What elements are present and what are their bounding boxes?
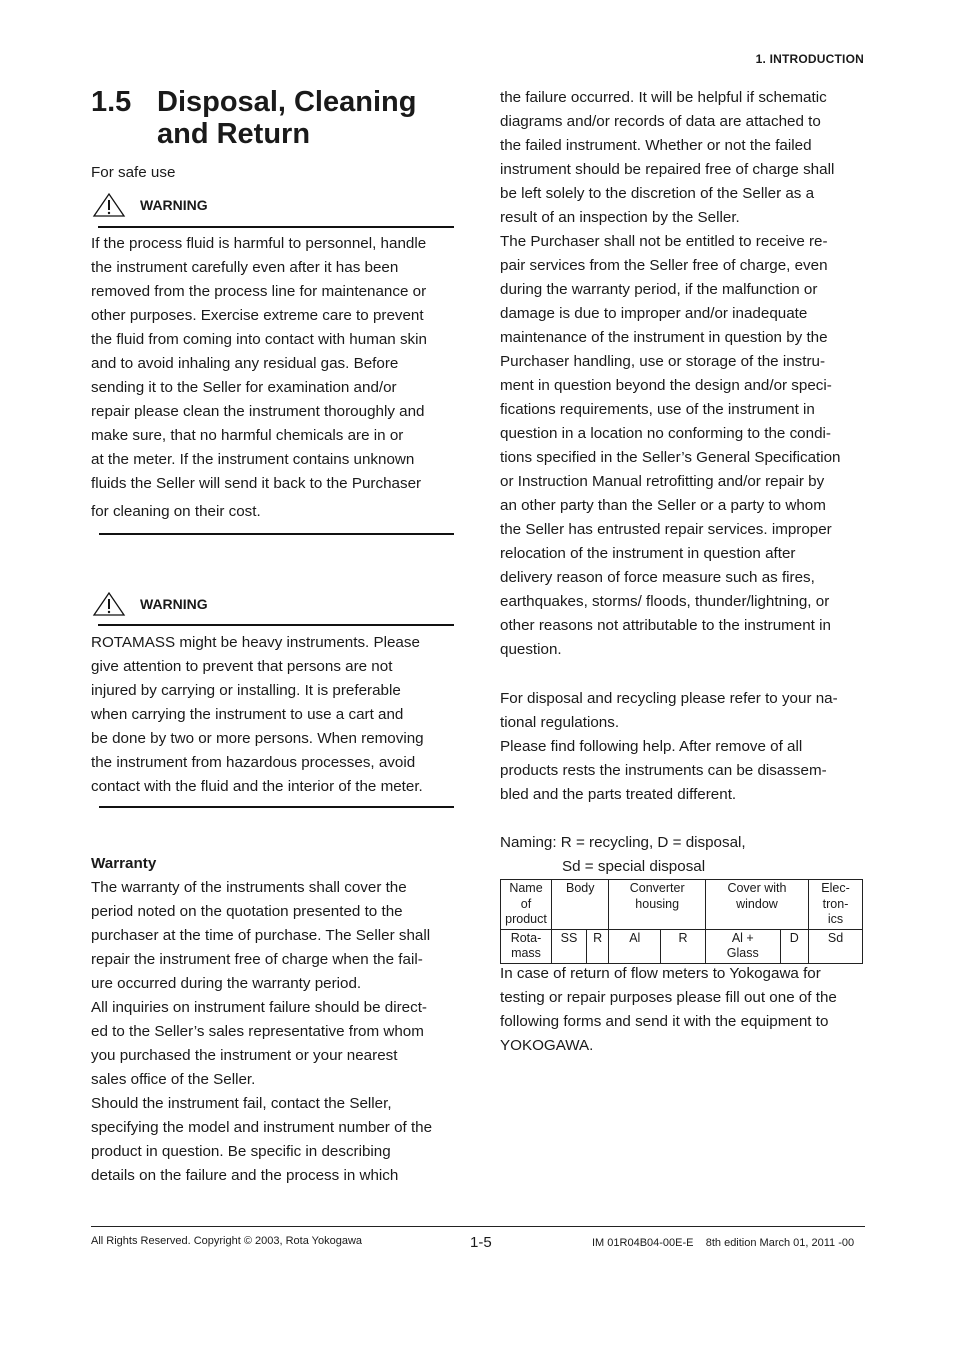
header-converter-housing: Converter housing [609,880,705,930]
section-label: 1. INTRODUCTION [755,52,864,66]
warning-1-top-rule [98,226,454,228]
warning-2-top-rule [98,624,454,626]
cell-body-code: R [586,929,609,963]
disposal-text: For disposal and recycling please refer to your na- tional regulations. Please find following help. After remove of all products rests the instruments can be disassem- bled and the parts treated different. [500,690,838,803]
naming-legend-line-2: Sd = special disposal [562,858,706,875]
section-number: 1.5 [91,86,132,118]
naming-legend-line-1: Naming: R = recycling, D = disposal, [500,834,746,851]
cell-converter-code: R [661,929,706,963]
table-row [501,929,863,963]
header-body: Body [552,880,609,930]
warranty-continued-text: the failure occurred. It will be helpful if schematic diagrams and/or records of data are attached to the failed instrument. Whether or not the failed instrument should be repaired free of charge shall be left solely to the discretion of the Seller as a result of an inspection by the Seller. The Purchaser shall not be entitled to receive re- pair services from the Seller free of charge, even during the warranty period, if the malfunction or damage is due to improper and/or inadequate maintenance of the instrument in question by the Purchaser handling, use or storage of the instru- ment in question beyond the design and/or speci- fications requirements, use of the instrument in question in a location no conforming to the condi- tions specified in the Seller’s General Specification or Instruction Manual retrofitting and/or repair by an other party than the Seller or a party to whom the Seller has entrusted repair services. improper relocation of the instrument in question after delivery reason of force measure such as fires, earthquakes, storms/ floods, thunder/lightning, or other reasons not attributable to the instrument in question. [500,89,841,658]
disposal-material-table [500,879,863,964]
footer-document-id: IM 01R04B04-00E-E 8th edition March 01, 2011 -00 [592,1237,855,1249]
cell-product: Rota- mass [501,929,552,963]
table-header-row [501,880,863,930]
warning-1-text: If the process fluid is harmful to personnel, handle the instrument carefully even after it has been removed from the process line for maintenance or other purposes. Exercise extreme care to prevent the fluid from coming into contact with human skin and to avoid inhaling any residual gas. Before sending it to the Seller for examination and/or repair please clean the instrument thoroughly and make sure, that no harmful chemicals are in or at the meter. If the instrument contains unknown fluids the Seller will send it back to the Purchaser for cleaning on their cost. [91,235,427,520]
warning-1-bottom-rule [99,533,454,535]
page-title [91,86,416,150]
warning-1-label: WARNING [140,197,208,213]
warning-triangle-icon [91,192,127,218]
cell-converter-material: Al [609,929,661,963]
cell-cover-code: D [780,929,808,963]
header-electronics: Elec- tron- ics [809,880,863,930]
warning-2-header [91,591,456,617]
cell-cover-material: Al + Glass [705,929,780,963]
warning-2-bottom-rule [99,806,454,808]
header-name-of-product: Name of product [501,880,552,930]
warranty-text: The warranty of the instruments shall cover the period noted on the quotation presented to the purchaser at the time of purchase. The Seller shall repair the instrument free of charge when the fail- ure occurred during the warranty period. All inquiries on instrument failure should be direct- ed to the Seller’s sales representative from whom you purchased the instrument or your nearest sales office of the Seller. Should the instrument fail, contact the Seller, specifying the model and instrument number of the product in question. Be specific in describing details on the failure and the process in which [91,879,433,1184]
warning-2-label: WARNING [140,596,208,612]
return-text: In case of return of flow meters to Yokogawa for testing or repair purposes please fill out one of the following forms and send it with the equipment to YOKOGAWA. [500,965,837,1054]
cell-electronics-code: Sd [809,929,863,963]
warning-1-header [91,192,456,218]
title-line-1: Disposal, Cleaning [157,86,417,118]
footer-rule [91,1226,865,1227]
footer-copyright: All Rights Reserved. Copyright © 2003, Rota Yokogawa [91,1235,363,1247]
header-cover-with-window: Cover with window [705,880,808,930]
title-line-2: and Return [157,118,311,150]
warranty-heading: Warranty [91,855,157,872]
warning-2-text: ROTAMASS might be heavy instruments. Please give attention to prevent that persons are not injured by carrying or installing. It is preferable when carrying the instrument to use a cart and be done by two or more persons. When removing the instrument from hazardous processes, avoid contact with the fluid and the interior of the meter. [91,634,424,795]
safe-use-label: For safe use [91,164,176,181]
warning-triangle-icon [91,591,127,617]
cell-body-material: SS [552,929,587,963]
page-number: 1-5 [470,1234,492,1251]
